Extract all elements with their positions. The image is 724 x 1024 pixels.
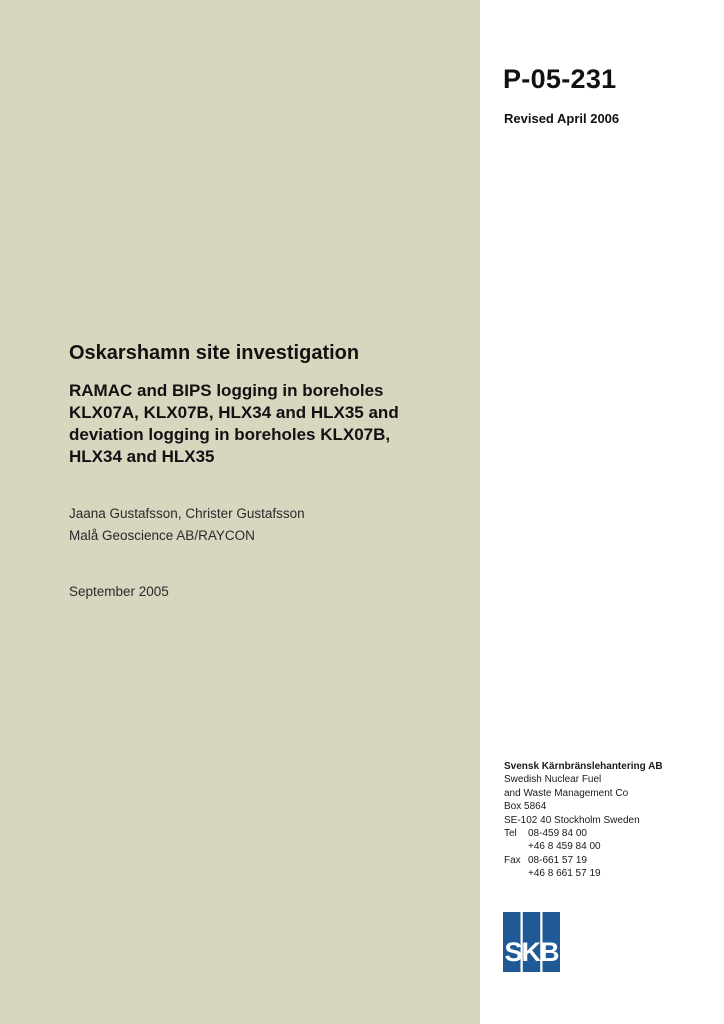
publisher-address: SE-102 40 Stockholm Sweden — [504, 814, 640, 826]
report-title — [69, 380, 469, 468]
publisher-name-en-2: and Waste Management Co — [504, 787, 629, 799]
revision-note: Revised April 2006 — [504, 111, 620, 126]
publisher-fax-intl — [504, 867, 663, 880]
authors: Jaana Gustafsson, Christer Gustafsson — [69, 506, 305, 521]
publisher-tel-intl — [504, 840, 663, 853]
affiliation: Malå Geoscience AB/RAYCON — [69, 528, 255, 543]
tel-number-1: 08-459 84 00 — [528, 828, 587, 840]
fax-number-2: +46 8 661 57 19 — [528, 868, 601, 880]
skb-logo-text: SKB — [504, 937, 559, 967]
report-title-line: deviation logging in boreholes KLX07B, — [69, 425, 391, 444]
report-title-line: KLX07A, KLX07B, HLX34 and HLX35 and — [69, 403, 399, 422]
fax-label: Fax — [504, 854, 521, 866]
publisher-fax — [504, 854, 663, 867]
tel-label: Tel — [504, 828, 517, 840]
publisher-name: Svensk Kärnbränslehantering AB — [504, 761, 663, 772]
series-title: Oskarshamn site investigation — [69, 342, 360, 364]
report-title-line: HLX34 and HLX35 — [69, 447, 215, 466]
report-number: P-05-231 — [503, 64, 617, 94]
publisher-name-en-1: Swedish Nuclear Fuel — [504, 774, 602, 786]
publisher-tel — [504, 827, 663, 840]
publisher-block — [504, 760, 663, 881]
fax-number-1: 08-661 57 19 — [528, 854, 587, 866]
publisher-box: Box 5864 — [504, 801, 547, 813]
report-title-line: RAMAC and BIPS logging in boreholes — [69, 381, 384, 400]
publication-date: September 2005 — [69, 584, 169, 599]
skb-logo — [503, 912, 560, 972]
tel-number-2: +46 8 459 84 00 — [528, 841, 601, 853]
